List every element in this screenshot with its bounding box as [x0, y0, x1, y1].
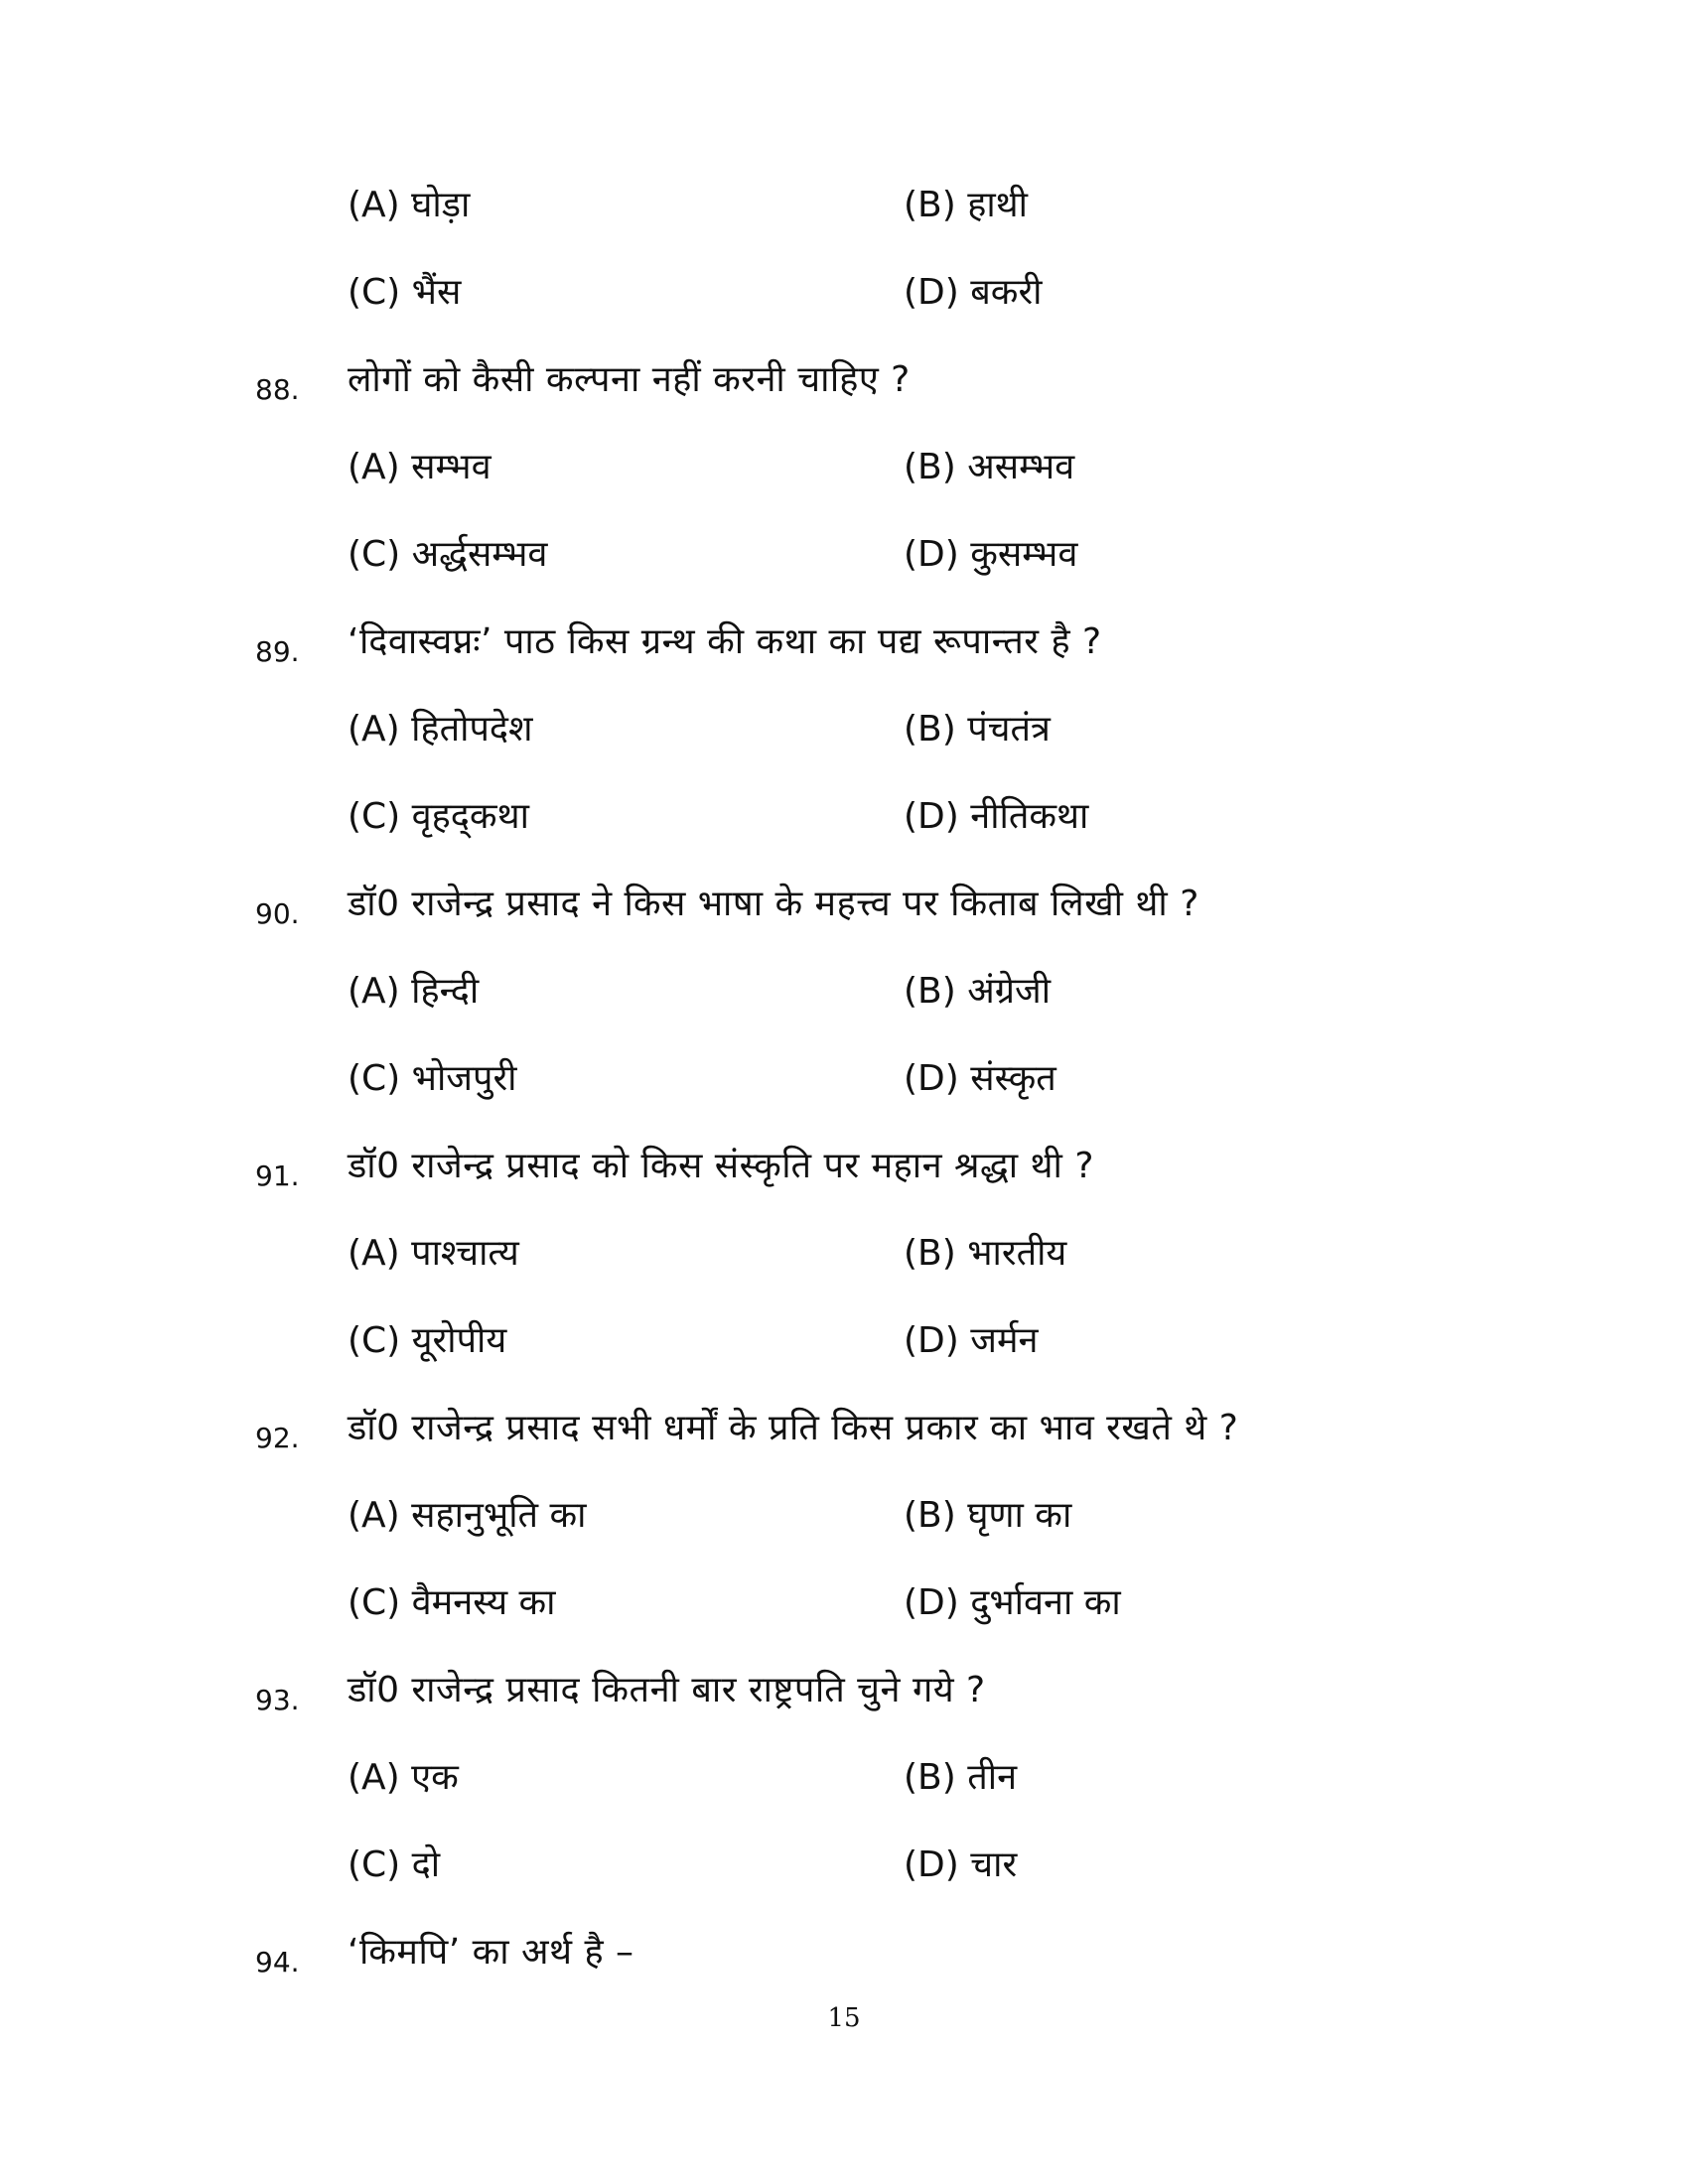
- question-number: 93.: [255, 1684, 300, 1716]
- option-row: [0, 705, 1688, 764]
- option-row: [0, 967, 1688, 1026]
- option-row: [0, 1491, 1688, 1551]
- option-b: (B) असम्भव: [904, 447, 1075, 487]
- option-b: (B) पंचतंत्र: [904, 709, 1051, 750]
- option-d: (D) चार: [904, 1844, 1018, 1885]
- option-b: (B) भारतीय: [904, 1233, 1067, 1274]
- option-b: (B) घृणा का: [904, 1495, 1072, 1536]
- question-89: [0, 617, 1688, 677]
- option-a: (A) सहानुभूति का: [348, 1495, 587, 1536]
- option-b: (B) हाथी: [904, 185, 1028, 225]
- page-number: 15: [827, 2003, 861, 2033]
- option-c: (C) भैंस: [348, 272, 462, 313]
- option-a: (A) घोड़ा: [348, 185, 471, 225]
- option-row: [0, 1841, 1688, 1900]
- question-94: [0, 1928, 1688, 1987]
- option-c: (C) अर्द्धसम्भव: [348, 534, 548, 575]
- question-number: 89.: [255, 635, 300, 668]
- option-a: (A) हिन्दी: [348, 971, 480, 1012]
- option-c: (C) वैमनस्य का: [348, 1582, 556, 1623]
- option-d: (D) नीतिकथा: [904, 796, 1089, 837]
- question-number: 94.: [255, 1946, 300, 1979]
- question-text: डॉ0 राजेन्द्र प्रसाद कितनी बार राष्ट्रपति चुने गये ?: [348, 1670, 986, 1710]
- option-c: (C) यूरोपीय: [348, 1320, 507, 1361]
- option-row: [0, 1753, 1688, 1813]
- option-row: [0, 268, 1688, 328]
- question-number: 91.: [255, 1160, 300, 1192]
- option-c: (C) भोजपुरी: [348, 1058, 517, 1099]
- question-88: [0, 355, 1688, 415]
- option-d: (D) जर्मन: [904, 1320, 1039, 1361]
- question-text: डॉ0 राजेन्द्र प्रसाद को किस संस्कृति पर महान श्रद्धा थी ?: [348, 1146, 1094, 1186]
- question-text: डॉ0 राजेन्द्र प्रसाद सभी धर्मों के प्रति किस प्रकार का भाव रखते थे ?: [348, 1408, 1239, 1448]
- option-row: [0, 530, 1688, 590]
- question-91: [0, 1142, 1688, 1201]
- option-c: (C) वृहद्‌कथा: [348, 796, 529, 837]
- option-d: (D) कुसम्भव: [904, 534, 1078, 575]
- question-93: [0, 1666, 1688, 1725]
- option-d: (D) दुर्भावना का: [904, 1582, 1121, 1623]
- question-number: 88.: [255, 373, 300, 406]
- option-row: [0, 792, 1688, 852]
- question-text: लोगों को कैसी कल्पना नहीं करनी चाहिए ?: [348, 359, 911, 400]
- question-92: [0, 1404, 1688, 1463]
- question-text: ‘दिवास्वप्नः’ पाठ किस ग्रन्थ की कथा का पद्य रूपान्तर है ?: [348, 621, 1102, 662]
- question-number: 90.: [255, 897, 300, 930]
- option-b: (B) तीन: [904, 1757, 1018, 1798]
- question-90: [0, 880, 1688, 939]
- option-a: (A) पाश्चात्य: [348, 1233, 519, 1274]
- option-a: (A) हितोपदेश: [348, 709, 533, 750]
- option-row: [0, 1054, 1688, 1114]
- option-b: (B) अंग्रेजी: [904, 971, 1052, 1012]
- option-row: [0, 443, 1688, 502]
- option-d: (D) संस्कृत: [904, 1058, 1056, 1099]
- option-d: (D) बकरी: [904, 272, 1043, 313]
- option-row: [0, 181, 1688, 240]
- option-a: (A) सम्भव: [348, 447, 492, 487]
- question-text: डॉ0 राजेन्द्र प्रसाद ने किस भाषा के महत्त्व पर किताब लिखी थी ?: [348, 884, 1199, 924]
- question-text: ‘किमपि’ का अर्थ है –: [348, 1932, 634, 1973]
- option-row: [0, 1316, 1688, 1376]
- option-row: [0, 1229, 1688, 1289]
- option-c: (C) दो: [348, 1844, 441, 1885]
- question-number: 92.: [255, 1422, 300, 1454]
- option-row: [0, 1578, 1688, 1638]
- option-a: (A) एक: [348, 1757, 459, 1798]
